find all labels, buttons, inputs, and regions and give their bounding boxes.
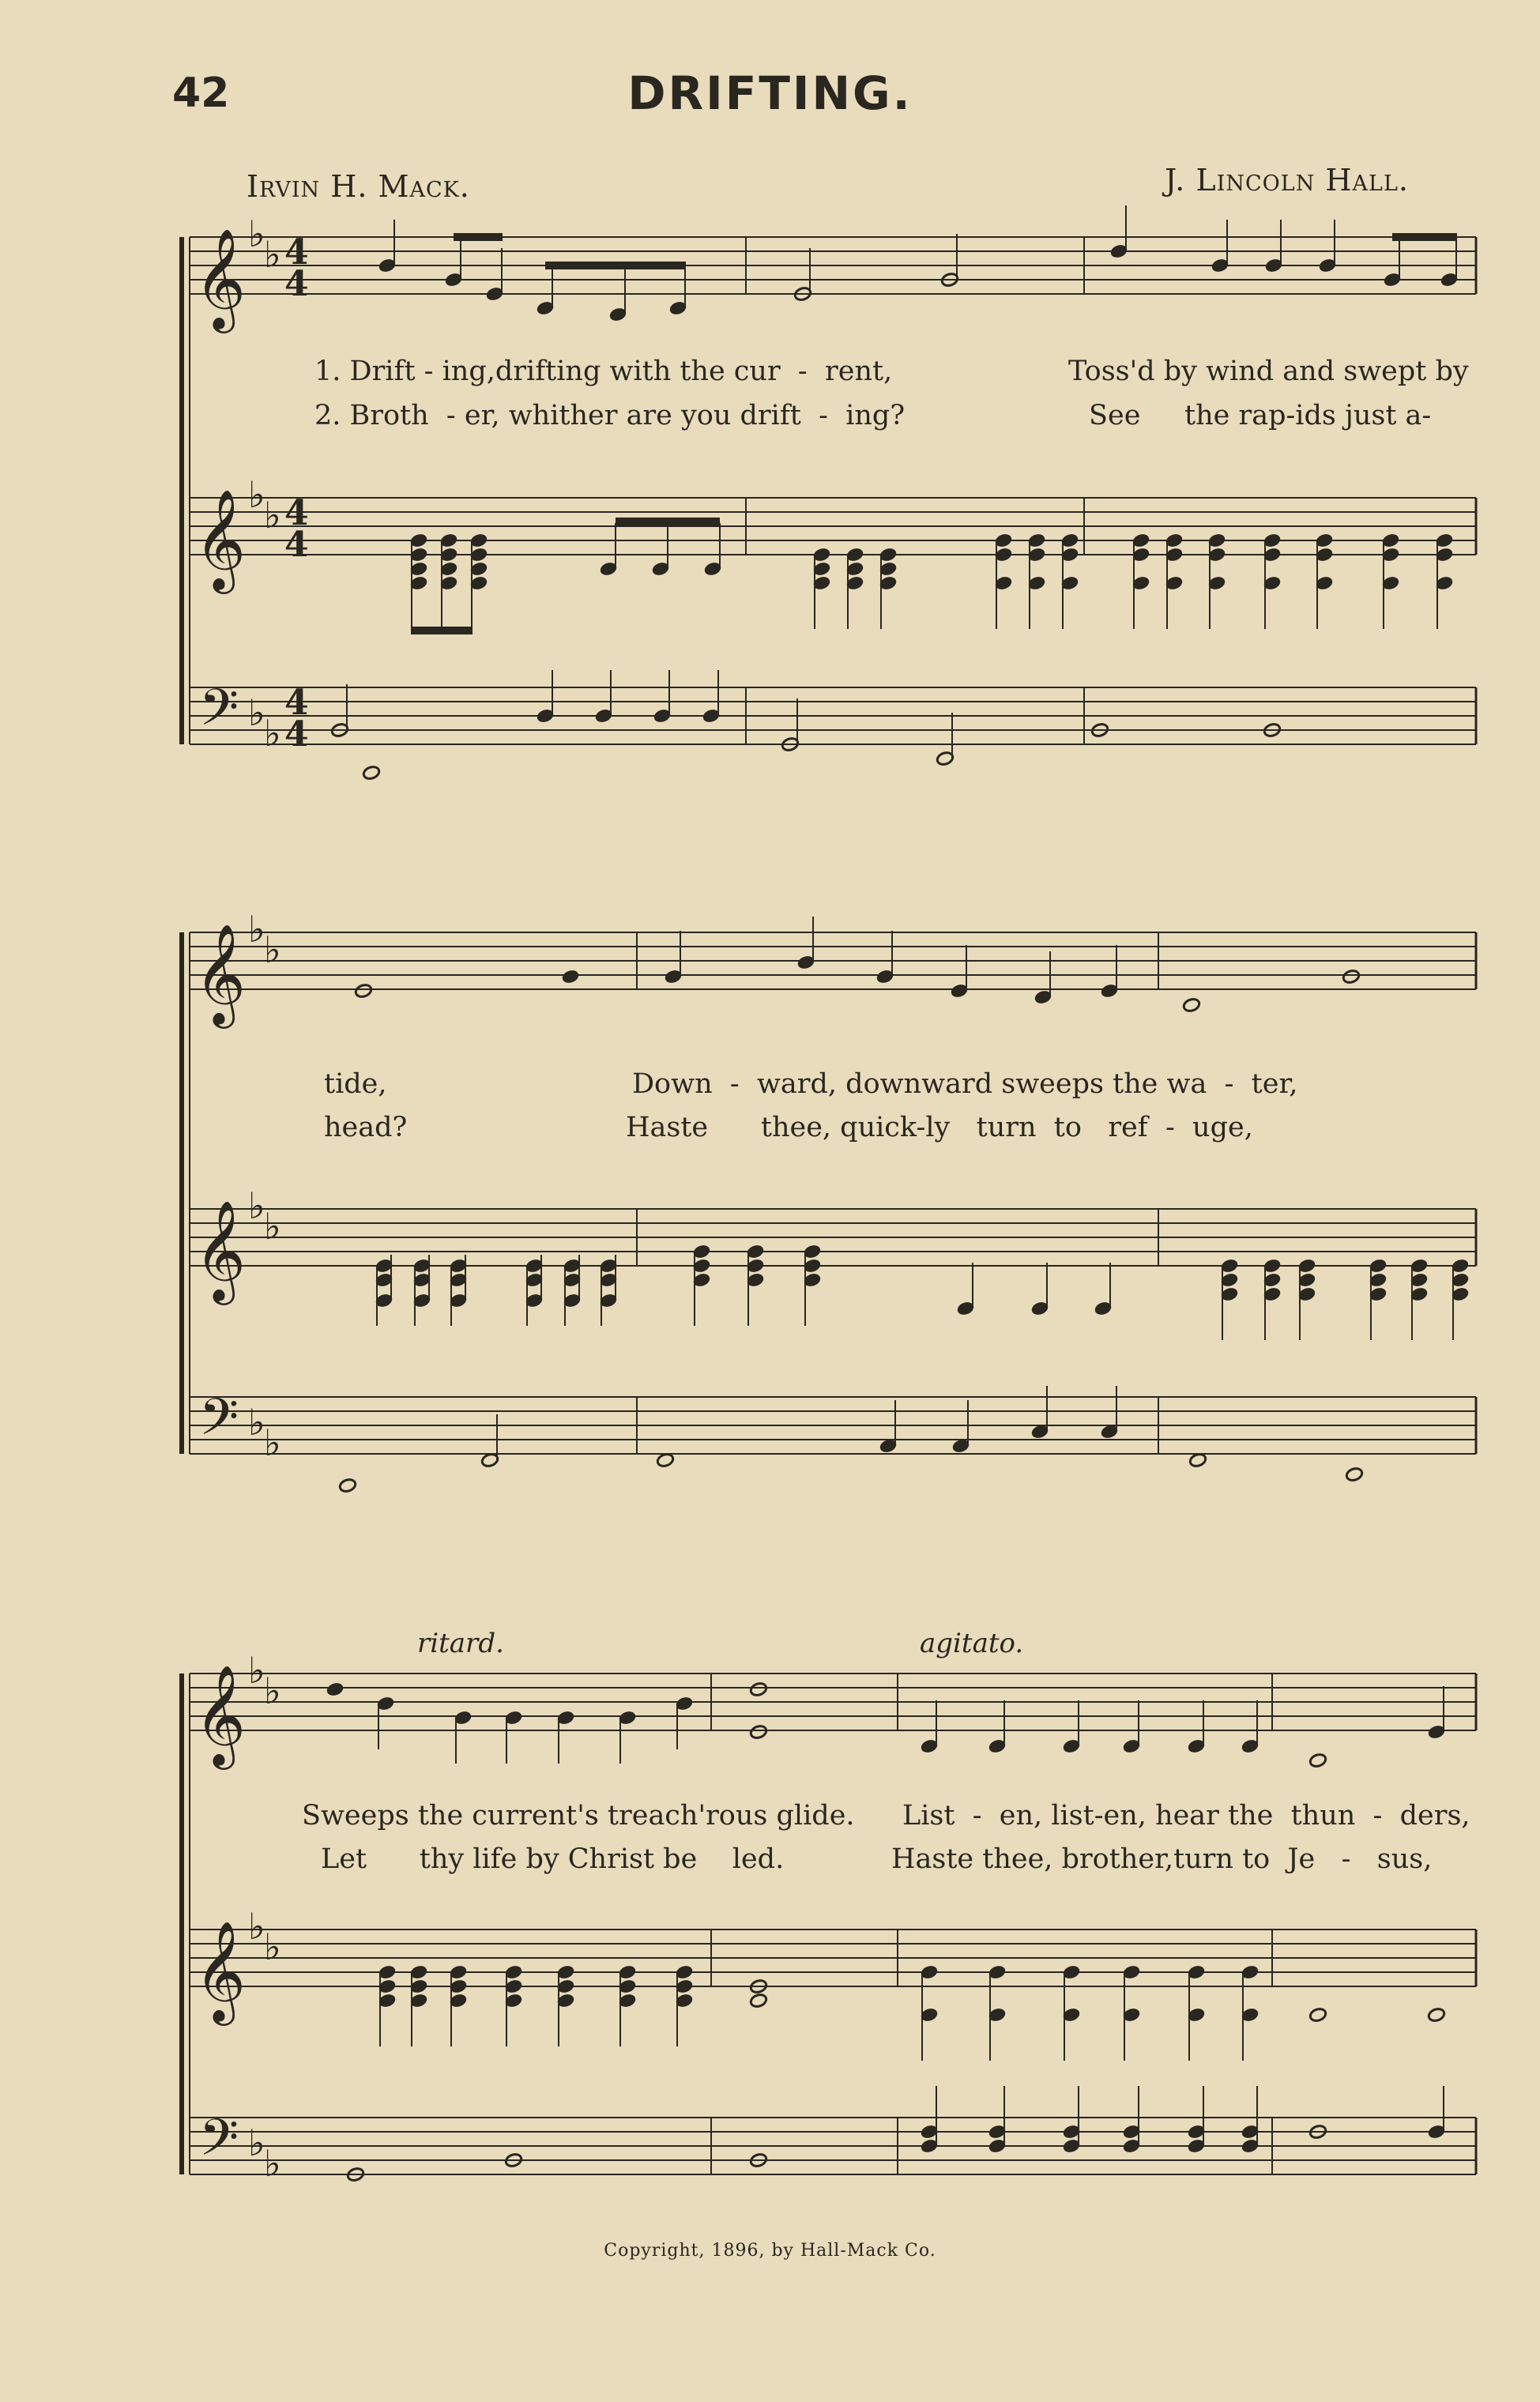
treble-clef: 𝄞 bbox=[194, 923, 247, 1024]
flat-sign: ♭ bbox=[264, 1670, 281, 1712]
lyric-verse2-line1a: 2. Broth - er, whither are you drift - ing? bbox=[314, 400, 906, 431]
half-note bbox=[1342, 969, 1361, 985]
half-note bbox=[749, 1681, 768, 1697]
flat-sign: ♭ bbox=[248, 908, 265, 951]
composer-credit: J. Lincoln Hall. bbox=[1165, 163, 1409, 198]
half-note bbox=[1188, 1452, 1207, 1468]
lyric-verse1-line3a: Sweeps the current's treach'rous glide. bbox=[302, 1800, 855, 1832]
half-note bbox=[749, 1993, 768, 2009]
bass-clef: 𝄢 bbox=[199, 1388, 239, 1459]
flat-sign: ♭ bbox=[264, 494, 281, 536]
note bbox=[326, 1681, 345, 1697]
half-note bbox=[1427, 2007, 1446, 2023]
page-number: 42 bbox=[172, 70, 230, 117]
expression-agitato: agitato. bbox=[920, 1628, 1024, 1659]
lyric-verse1-line2a: tide, bbox=[324, 1068, 387, 1100]
time-signature-bottom: 4 bbox=[284, 264, 309, 304]
flat-sign: ♭ bbox=[248, 1184, 265, 1227]
bass-clef: 𝄢 bbox=[199, 2109, 239, 2180]
flat-sign: ♭ bbox=[264, 1926, 281, 1968]
half-note bbox=[338, 1478, 357, 1493]
flat-sign: ♭ bbox=[264, 928, 281, 971]
flat-sign: ♭ bbox=[248, 213, 265, 255]
flat-sign: ♭ bbox=[248, 2122, 265, 2164]
flat-sign: ♭ bbox=[248, 1905, 265, 1948]
lyric-verse1-line2b: Down - ward, downward sweeps the wa - ter, bbox=[632, 1068, 1298, 1100]
half-note bbox=[1182, 997, 1201, 1013]
beam bbox=[616, 518, 720, 525]
lyricist-credit: Irvin H. Mack. bbox=[247, 169, 470, 204]
treble-clef: 𝄞 bbox=[194, 488, 247, 589]
time-signature-bottom: 4 bbox=[284, 714, 309, 755]
lyric-verse1-line3b: List - en, list-en, hear the thun - ders, bbox=[902, 1800, 1470, 1832]
half-note bbox=[1308, 2007, 1327, 2023]
half-note bbox=[362, 765, 381, 781]
treble-clef: 𝄞 bbox=[194, 1664, 247, 1765]
treble-clef: 𝄞 bbox=[194, 1920, 247, 2021]
lyric-verse1-line1b: Toss'd by wind and swept by bbox=[1068, 356, 1469, 387]
half-note bbox=[1308, 1753, 1327, 1768]
treble-clef: 𝄞 bbox=[194, 1199, 247, 1301]
song-title: DRIFTING. bbox=[627, 66, 913, 120]
flat-sign: ♭ bbox=[248, 691, 265, 734]
copyright-notice: Copyright, 1896, by Hall-Mack Co. bbox=[604, 2241, 936, 2261]
lyric-verse2-line2a: head? bbox=[324, 1112, 408, 1143]
lyric-verse2-line3a: Let thy life by Christ be led. bbox=[321, 1843, 785, 1875]
flat-sign: ♭ bbox=[264, 1421, 281, 1464]
flat-sign: ♭ bbox=[248, 1649, 265, 1692]
time-signature-top: 4 bbox=[284, 683, 309, 723]
flat-sign: ♭ bbox=[264, 712, 281, 755]
beam bbox=[411, 627, 473, 634]
flat-sign: ♭ bbox=[264, 233, 281, 276]
time-signature-bottom: 4 bbox=[284, 525, 309, 565]
half-note bbox=[354, 983, 373, 999]
lyric-verse2-line2b: Haste thee, quick-ly turn to ref - uge, bbox=[626, 1112, 1253, 1143]
time-signature-top: 4 bbox=[284, 493, 309, 533]
beam bbox=[454, 233, 503, 241]
beam bbox=[1392, 233, 1457, 241]
lyric-verse2-line3b: Haste thee, brother,turn to Je - sus, bbox=[891, 1843, 1433, 1875]
flat-sign: ♭ bbox=[264, 1205, 281, 1248]
flat-sign: ♭ bbox=[264, 2142, 281, 2185]
flat-sign: ♭ bbox=[248, 473, 265, 516]
beam bbox=[545, 262, 686, 269]
lyric-verse1-line1a: 1. Drift - ing,drifting with the cur - rent, bbox=[314, 356, 893, 387]
flat-sign: ♭ bbox=[248, 1401, 265, 1444]
lyric-verse2-line1b: See the rap-ids just a- bbox=[1089, 400, 1432, 431]
treble-clef: 𝄞 bbox=[194, 228, 247, 329]
expression-ritard: ritard. bbox=[417, 1628, 504, 1659]
half-note bbox=[1345, 1466, 1364, 1482]
time-signature-top: 4 bbox=[284, 232, 309, 273]
bass-clef: 𝄢 bbox=[199, 679, 239, 750]
half-note bbox=[656, 1452, 675, 1468]
note bbox=[561, 969, 580, 985]
half-note bbox=[749, 1724, 768, 1740]
